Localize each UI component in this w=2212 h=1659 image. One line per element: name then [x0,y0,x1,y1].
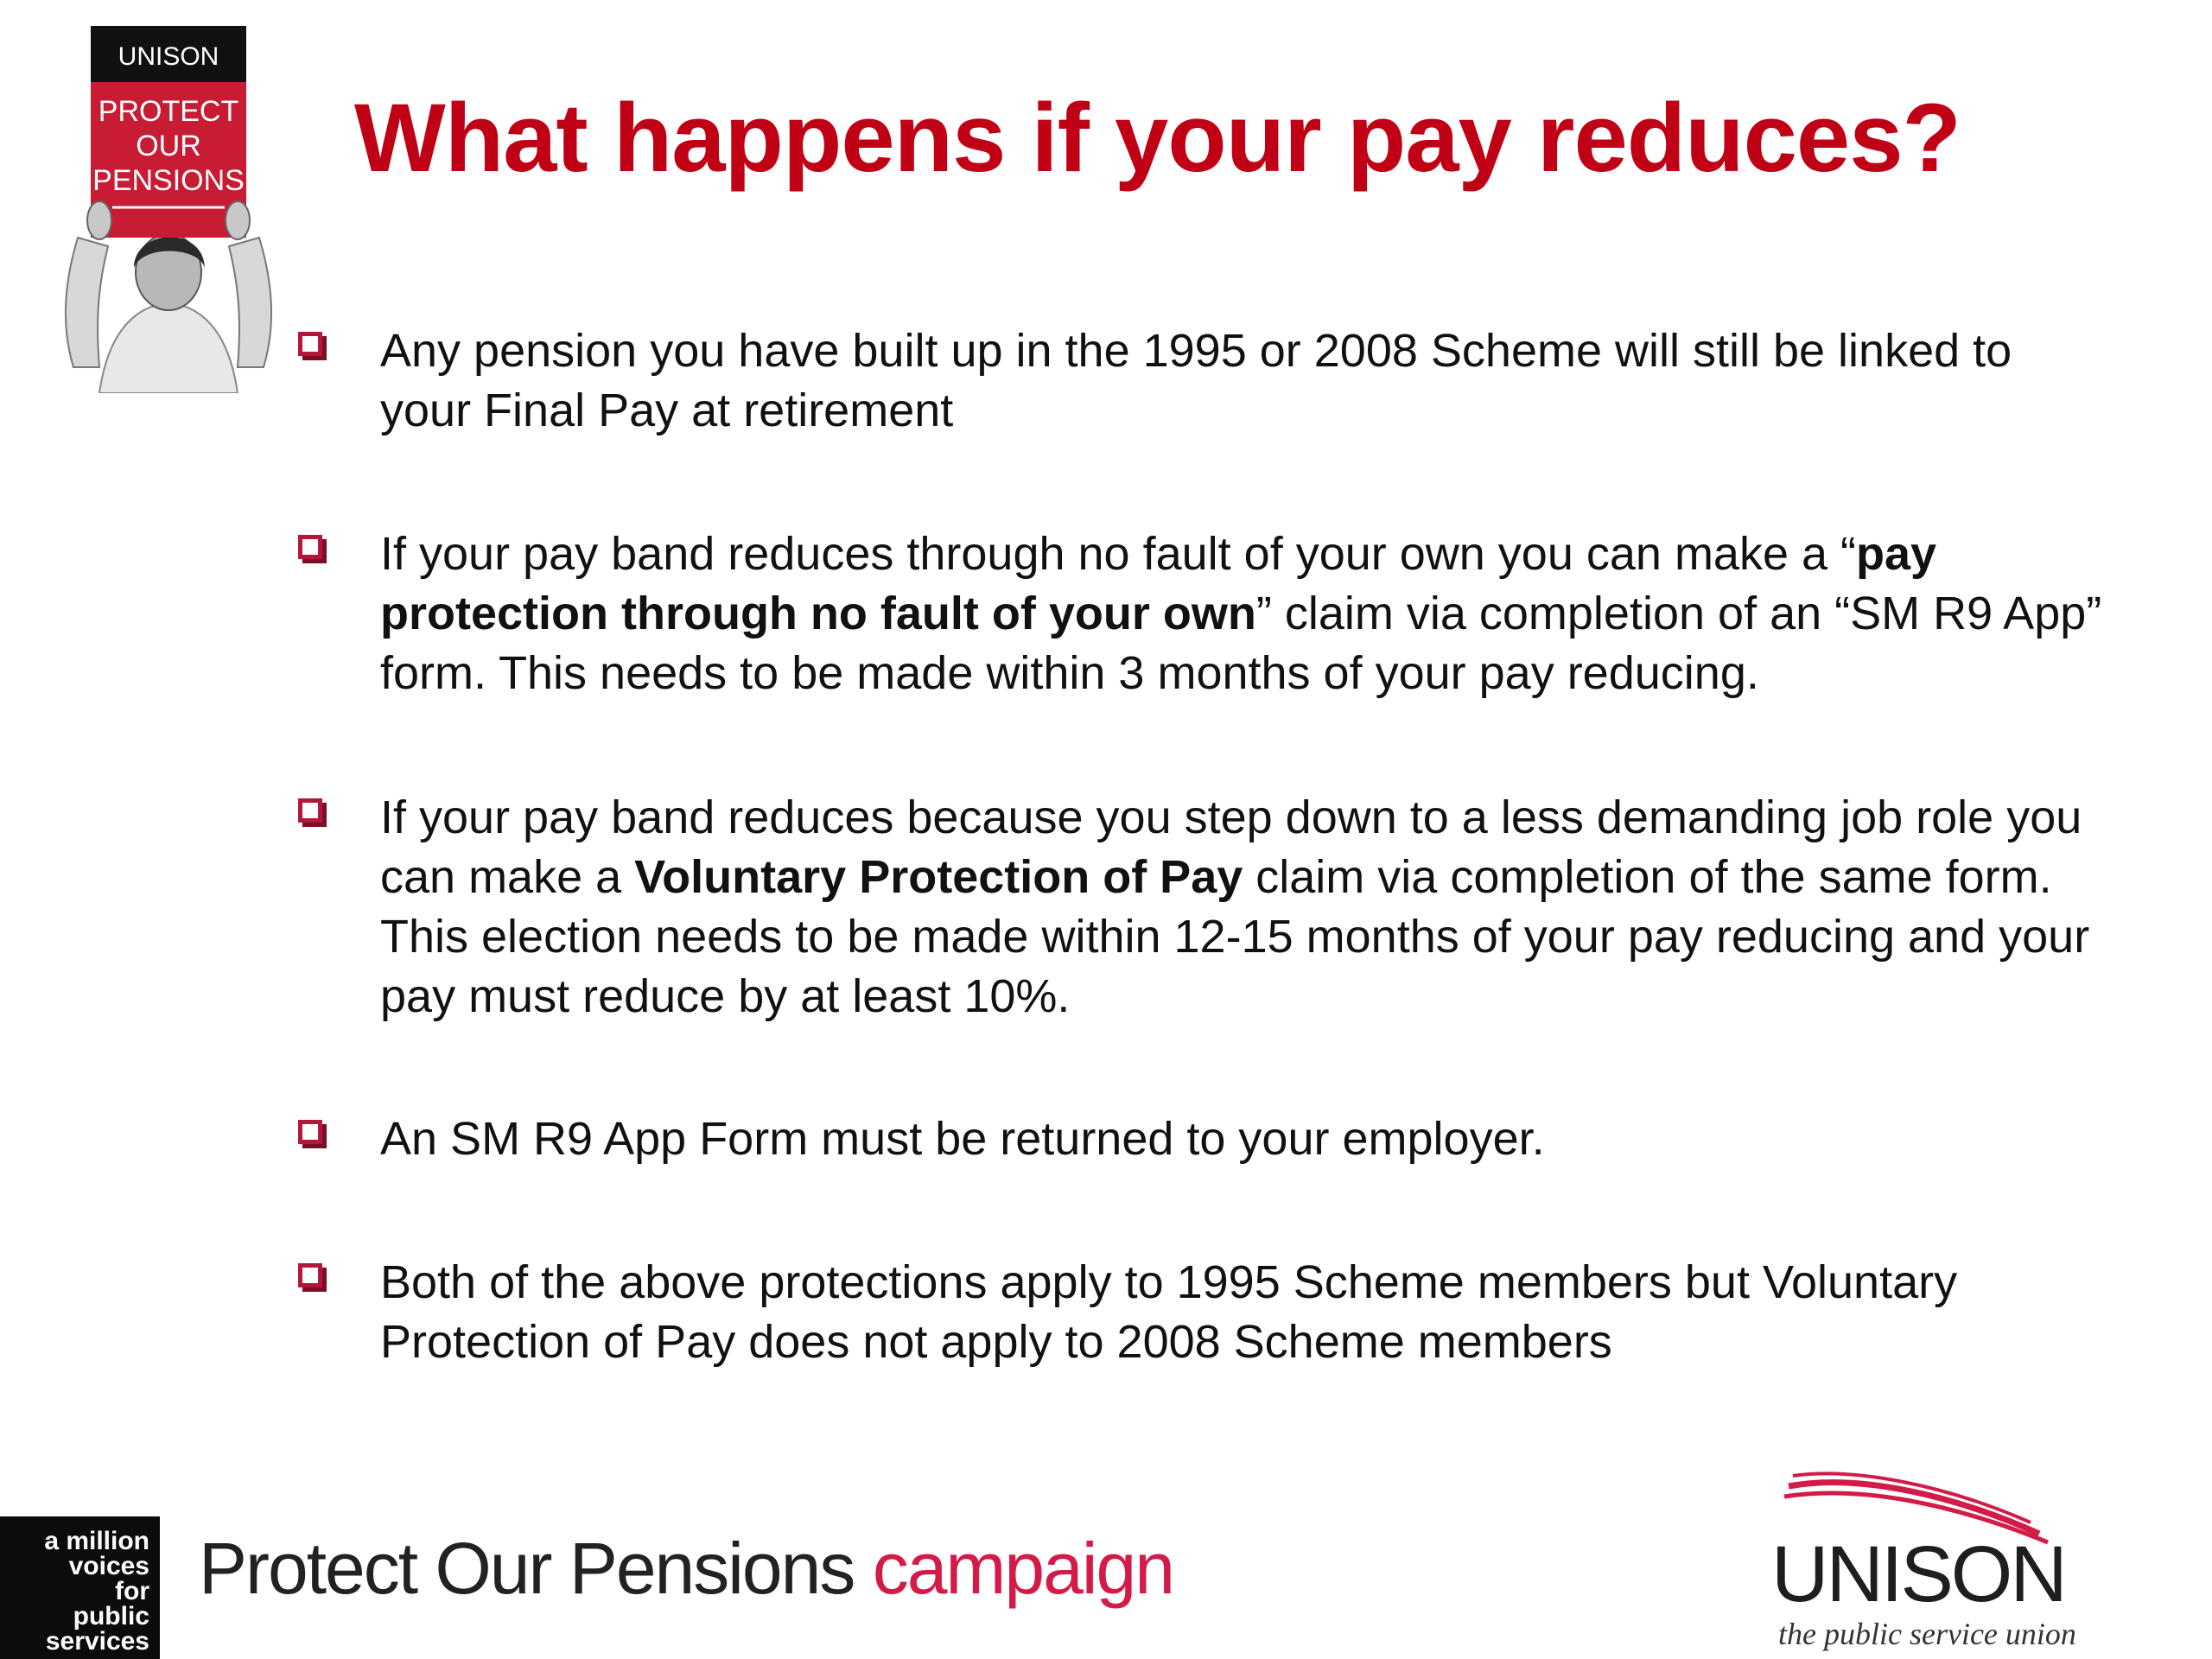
unison-logo [1754,1469,2100,1659]
million-voices-badge: a million voices for public services [0,1516,160,1659]
checkbox-bullet-icon [298,1120,322,1144]
bullet-2-text: If your pay band reduces through no fault of your own you can make a “pay protection through no fault of your own” claim via completion of an “SM R9 App” form. This needs to be made within 3 months of your pay reducing. [380,528,2102,699]
protester-illustration [39,22,298,393]
placard-line1: PROTECT [98,95,239,128]
unison-wordmark: UNISON [1771,1530,2065,1618]
checkbox-bullet-icon [298,332,322,356]
checkbox-bullet-icon [298,535,322,559]
placard-brand: UNISON [118,42,219,71]
unison-tagline: the public service union [1778,1617,2076,1651]
placard-line2: OUR [136,130,201,162]
bullet-5-text: Both of the above protections apply to 1995 Scheme members but Voluntary Protection of Pay does not apply to 2008 Scheme members [380,1256,1958,1368]
campaign-banner [199,1525,1173,1611]
checkbox-bullet-icon [298,798,322,823]
placard-line3: PENSIONS [92,164,245,197]
checkbox-bullet-icon [298,1263,322,1287]
slide-title: What happens if your pay reduces? [354,84,1961,192]
bullet-3-text: If your pay band reduces because you step down to a less demanding job role you can make a Voluntary Protection of Pay claim via completion of the same form. This election needs to be made within 12-15 months of your pay reducing and your pay must reduce by at least 10%. [380,791,2090,1022]
campaign-accent-text: campaign [872,1528,1173,1609]
campaign-main-text: Protect Our Pensions [199,1528,873,1609]
bullet-4-text: An SM R9 App Form must be returned to your employer. [380,1113,1545,1165]
bullet-1-text: Any pension you have built up in the 1995 or 2008 Scheme will still be linked to your Final Pay at retirement [380,325,2012,436]
